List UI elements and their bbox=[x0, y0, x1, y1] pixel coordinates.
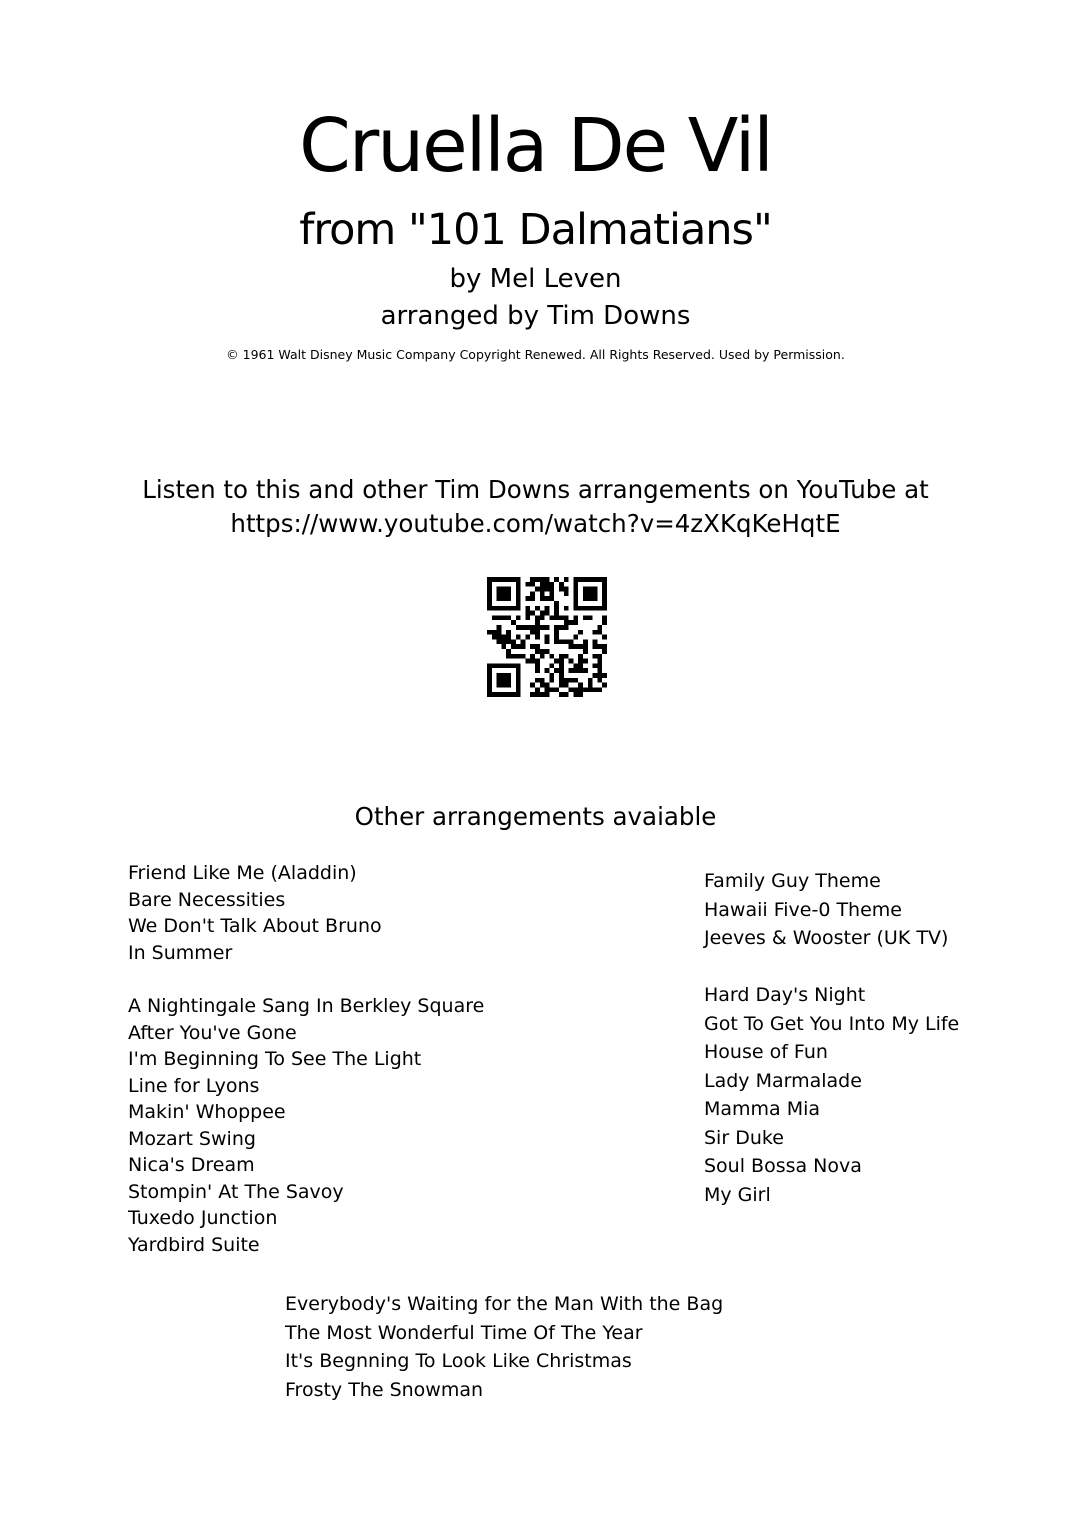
list-item: Makin' Whoppee bbox=[128, 1101, 286, 1123]
list-item: In Summer bbox=[128, 941, 233, 964]
other-arrangements-heading: Other arrangements avaiable bbox=[354, 802, 717, 831]
composer-credit: by Mel Leven bbox=[449, 264, 622, 294]
list-item: Family Guy Theme bbox=[704, 870, 881, 892]
list-item: Stompin' At The Savoy bbox=[128, 1180, 344, 1203]
list-item: Hawaii Five-0 Theme bbox=[704, 898, 902, 921]
list-item: Nica's Dream bbox=[128, 1154, 255, 1176]
qr-code-icon[interactable] bbox=[487, 577, 607, 697]
list-item: Mozart Swing bbox=[128, 1127, 256, 1150]
list-item: A Nightingale Sang In Berkley Square bbox=[128, 995, 485, 1017]
song-list-tv-themes bbox=[704, 867, 948, 953]
list-item: Bare Necessities bbox=[128, 888, 286, 911]
page-subtitle: from "101 Dalmatians" bbox=[299, 205, 772, 255]
list-item: Hard Day's Night bbox=[704, 984, 866, 1006]
list-item: It's Begnning To Look Like Christmas bbox=[285, 1350, 632, 1372]
list-item: My Girl bbox=[704, 1183, 771, 1206]
list-item: Mamma Mia bbox=[704, 1098, 821, 1120]
list-item: Line for Lyons bbox=[128, 1074, 260, 1097]
list-item: I'm Beginning To See The Light bbox=[128, 1048, 422, 1070]
arranger-credit: arranged by Tim Downs bbox=[380, 301, 691, 331]
list-item: Lady Marmalade bbox=[704, 1069, 862, 1092]
list-item: We Don't Talk About Bruno bbox=[128, 915, 382, 937]
youtube-link[interactable]: https://www.youtube.com/watch?v=4zXKqKeHqtE bbox=[230, 509, 841, 538]
listen-text: Listen to this and other Tim Downs arrangements on YouTube at bbox=[142, 475, 929, 504]
song-list-disney bbox=[128, 860, 382, 966]
list-item: House of Fun bbox=[704, 1041, 828, 1063]
list-item: Everybody's Waiting for the Man With the Bag bbox=[285, 1293, 724, 1315]
list-item: Soul Bossa Nova bbox=[704, 1155, 862, 1177]
list-item: Frosty The Snowman bbox=[285, 1378, 484, 1401]
page-title: Cruella De Vil bbox=[299, 103, 772, 189]
list-item: Got To Get You Into My Life bbox=[704, 1012, 960, 1035]
song-list-christmas bbox=[285, 1290, 723, 1404]
list-item: Tuxedo Junction bbox=[128, 1207, 278, 1229]
list-item: The Most Wonderful Time Of The Year bbox=[285, 1321, 643, 1344]
list-item: After You've Gone bbox=[128, 1021, 297, 1044]
song-list-jazz bbox=[128, 993, 484, 1258]
list-item: Friend Like Me (Aladdin) bbox=[128, 862, 357, 884]
copyright-notice: © 1961 Walt Disney Music Company Copyright Renewed. All Rights Reserved. Used by Permission. bbox=[226, 347, 845, 362]
list-item: Jeeves & Wooster (UK TV) bbox=[704, 927, 949, 949]
list-item: Yardbird Suite bbox=[128, 1233, 260, 1256]
list-item: Sir Duke bbox=[704, 1126, 784, 1149]
song-list-pop bbox=[704, 981, 959, 1209]
